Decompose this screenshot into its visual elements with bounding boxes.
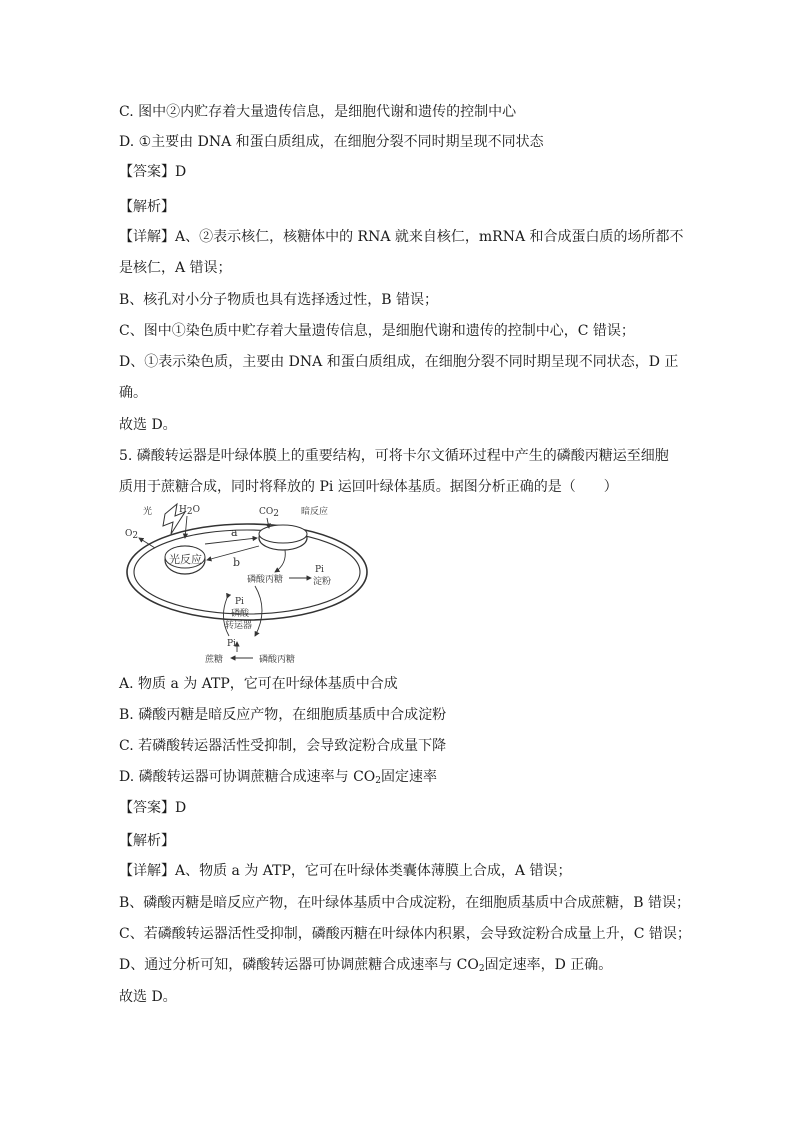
q4-answer: 【答案】D: [119, 164, 187, 180]
q5-stem-line1: 5. 磷酸转运器是叶绿体膜上的重要结构，可将卡尔文循环过程中产生的磷酸丙糖运至细胞: [119, 448, 669, 464]
chloroplast-outer-membrane: [127, 524, 367, 620]
q5-option-c: C. 若磷酸转运器活性受抑制，会导致淀粉合成量下降: [119, 738, 447, 754]
label-b: b: [233, 556, 241, 569]
sucrose-label: 蔗糖: [205, 655, 224, 665]
q4-detail-a-line2: 是核仁，A 错误；: [119, 260, 232, 276]
q5-option-b: B. 磷酸丙糖是暗反应产物，在细胞质基质中合成淀粉: [119, 707, 447, 723]
pi-inner-label: Pi: [315, 565, 324, 575]
q5-answer: 【答案】D: [119, 800, 187, 816]
transporter-label-line2: 转运器: [225, 621, 253, 631]
h2o-label: H2O: [179, 505, 200, 517]
q5-detail-b: B、磷酸丙糖是暗反应产物，在叶绿体基质中合成淀粉，在细胞质基质中合成蔗糖，B 错误；: [119, 895, 691, 911]
q4-option-c: C. 图中②内贮存着大量遗传信息，是细胞代谢和遗传的控制中心: [119, 104, 517, 120]
q4-detail-d-line2: 确。: [119, 385, 147, 401]
starch-label: 淀粉: [313, 577, 332, 587]
chloroplast-inner-membrane: [134, 530, 360, 614]
q5-stem-line2: 质用于蔗糖合成，同时将释放的 Pi 运回叶绿体基质。据图分析正确的是（ ）: [119, 479, 618, 495]
h2o-arrow: [185, 516, 187, 538]
q5-option-d: D. 磷酸转运器可协调蔗糖合成速率与 $CO_2$固定速率: [119, 769, 437, 786]
q4-conclusion: 故选 D。: [119, 417, 177, 433]
q5-analysis-heading: 【解析】: [119, 833, 175, 849]
q4-option-d: D. ①主要由 DNA 和蛋白质组成，在细胞分裂不同时期呈现不同状态: [119, 134, 544, 150]
q4-detail-b: B、核孔对小分子物质也具有选择透过性，B 错误；: [119, 292, 439, 308]
dark-reaction-disc-top: [259, 525, 307, 543]
co2-label: CO2: [259, 507, 279, 519]
q4-detail-a-line1: 【详解】A、②表示核仁，核糖体中的 RNA 就来自核仁，mRNA 和合成蛋白质的场所都不: [119, 229, 684, 245]
q4-detail-d-line1: D、①表示染色质，主要由 DNA 和蛋白质组成，在细胞分裂不同时期呈现不同状态，D 正: [119, 354, 679, 370]
dark-reaction-label: 暗反应: [301, 507, 329, 517]
q4-analysis-heading: 【解析】: [119, 199, 175, 215]
light-label: 光: [143, 507, 153, 517]
transporter-label-line1: 磷酸: [231, 609, 250, 619]
dark-to-triose-arrow: [275, 550, 285, 572]
q5-detail-d: D、通过分析可知，磷酸转运器可协调蔗糖合成速率与 $CO_2$固定速率，D 正确。: [119, 957, 613, 974]
q4-detail-c: C、图中①染色质中贮存着大量遗传信息，是细胞代谢和遗传的控制中心，C 错误；: [119, 323, 635, 339]
q5-detail-a: 【详解】A、物质 a 为 ATP，它可在叶绿体类囊体薄膜上合成，A 错误；: [119, 863, 572, 879]
pi-bottom-label: Pi: [227, 639, 236, 649]
triose-outer-label: 磷酸丙糖: [259, 655, 296, 665]
o2-label: O2: [125, 529, 139, 541]
pi-top-label: Pi: [235, 597, 244, 607]
q5-option-a: A. 物质 a 为 ATP，它可在叶绿体基质中合成: [119, 676, 398, 692]
label-a: a: [231, 526, 238, 539]
triose-export-arrow: [255, 586, 262, 636]
triose-inner-label: 磷酸丙糖: [247, 575, 284, 585]
q5-detail-c: C、若磷酸转运器活性受抑制，磷酸丙糖在叶绿体内积累，会导致淀粉合成量上升，C 错误；: [119, 926, 691, 942]
light-reaction-label: 光反应: [169, 553, 202, 566]
chloroplast-phosphate-transporter-diagram: [119, 500, 369, 670]
q5-conclusion: 故选 D。: [119, 989, 177, 1005]
